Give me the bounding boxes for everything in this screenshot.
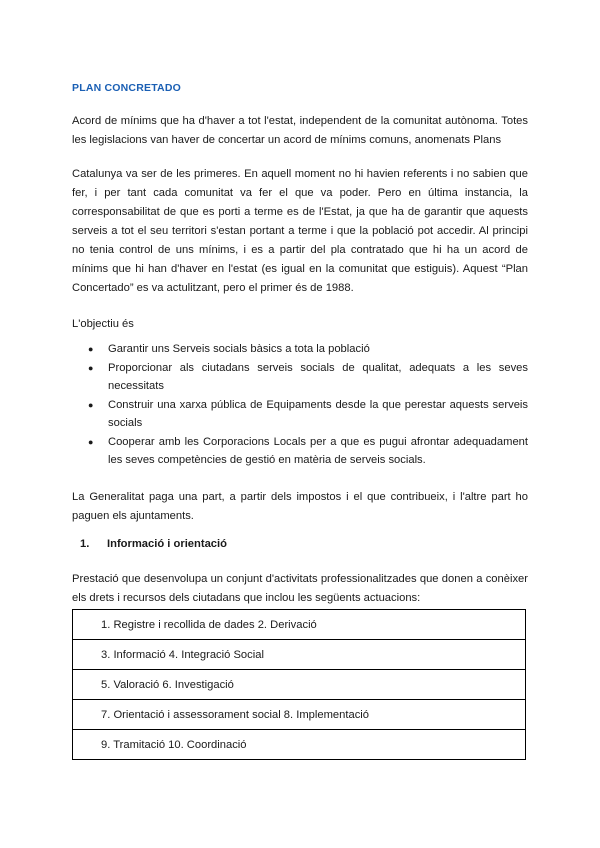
bullet-icon: ● — [88, 436, 94, 447]
funding-paragraph: La Generalitat paga una part, a partir dels impostos i el que contribueix, i l'altre part ho paguen els ajuntaments. — [72, 491, 528, 522]
table-row — [73, 610, 526, 640]
list-item-text: Cooperar amb les Corporacions Locals per a que es pugui afrontar adequadament les seves competències de gestió en matèria de serveis socials. — [108, 435, 528, 466]
list-item-text: Garantir uns Serveis socials bàsics a tota la població — [108, 343, 370, 355]
table-row — [73, 670, 526, 700]
section-number: 1. — [80, 538, 90, 550]
list-item — [72, 359, 528, 396]
list-item-text: Construir una xarxa pública de Equipaments desde la que perestar aquests serveis socials — [108, 398, 528, 429]
table-row — [73, 700, 526, 730]
section-heading — [80, 538, 227, 550]
table-cell: 1. Registre i recollida de dades 2. Derivació — [73, 610, 526, 640]
list-item — [72, 396, 528, 433]
section-title: Informació i orientació — [107, 538, 227, 550]
list-item — [72, 433, 528, 470]
table-cell: 5. Valoració 6. Investigació — [73, 670, 526, 700]
table-row — [73, 730, 526, 760]
objectives-list — [72, 340, 528, 470]
list-item-text: Proporcionar als ciutadans serveis socials de qualitat, adequats a les seves necessitats — [108, 361, 528, 392]
intro-paragraph: Acord de mínims que ha d'haver a tot l'estat, independent de la comunitat autònoma. Totes les legislacions van haver de concertar un acord de mínims comuns, anomenats Plans — [72, 115, 528, 146]
table-cell: 3. Informació 4. Integració Social — [73, 640, 526, 670]
section-paragraph: Prestació que desenvolupa un conjunt d'activitats professionalitzades que donen a conèixer els drets i recursos dels ciutadans que inclou les següents actuacions: — [72, 573, 528, 604]
table-cell: 7. Orientació i assessorament social 8. Implementació — [73, 700, 526, 730]
bullet-icon: ● — [88, 399, 94, 410]
list-item — [72, 340, 528, 359]
table-cell: 9. Tramitació 10. Coordinació — [73, 730, 526, 760]
document-heading: PLAN CONCRETADO — [72, 82, 181, 94]
table-row — [73, 640, 526, 670]
context-paragraph: Catalunya va ser de les primeres. En aquell moment no hi havien referents i no sabien que fer, i per tant cada comunitat va fer el que va poder. Pero en última instancia, la corresponsabilitat de que es porti a terme es de l'Estat, ja que ha de garantir que aquests serveis a tot el seu territori s'estan portant a terme i que la població pot accedir. Al principi no tenia control de uns mínims, i es a partir del pla contratado que hi ha un acord de mínims que hi han d'haver en l'estat (es igual en la comunitat que estiguis). Aquest “Plan Concertado” es va actulitzant, pero el primer és de 1988. — [72, 168, 528, 294]
actions-table — [72, 609, 526, 760]
objective-label: L'objectiu és — [72, 318, 134, 330]
bullet-icon: ● — [88, 362, 94, 373]
bullet-icon: ● — [88, 344, 94, 354]
